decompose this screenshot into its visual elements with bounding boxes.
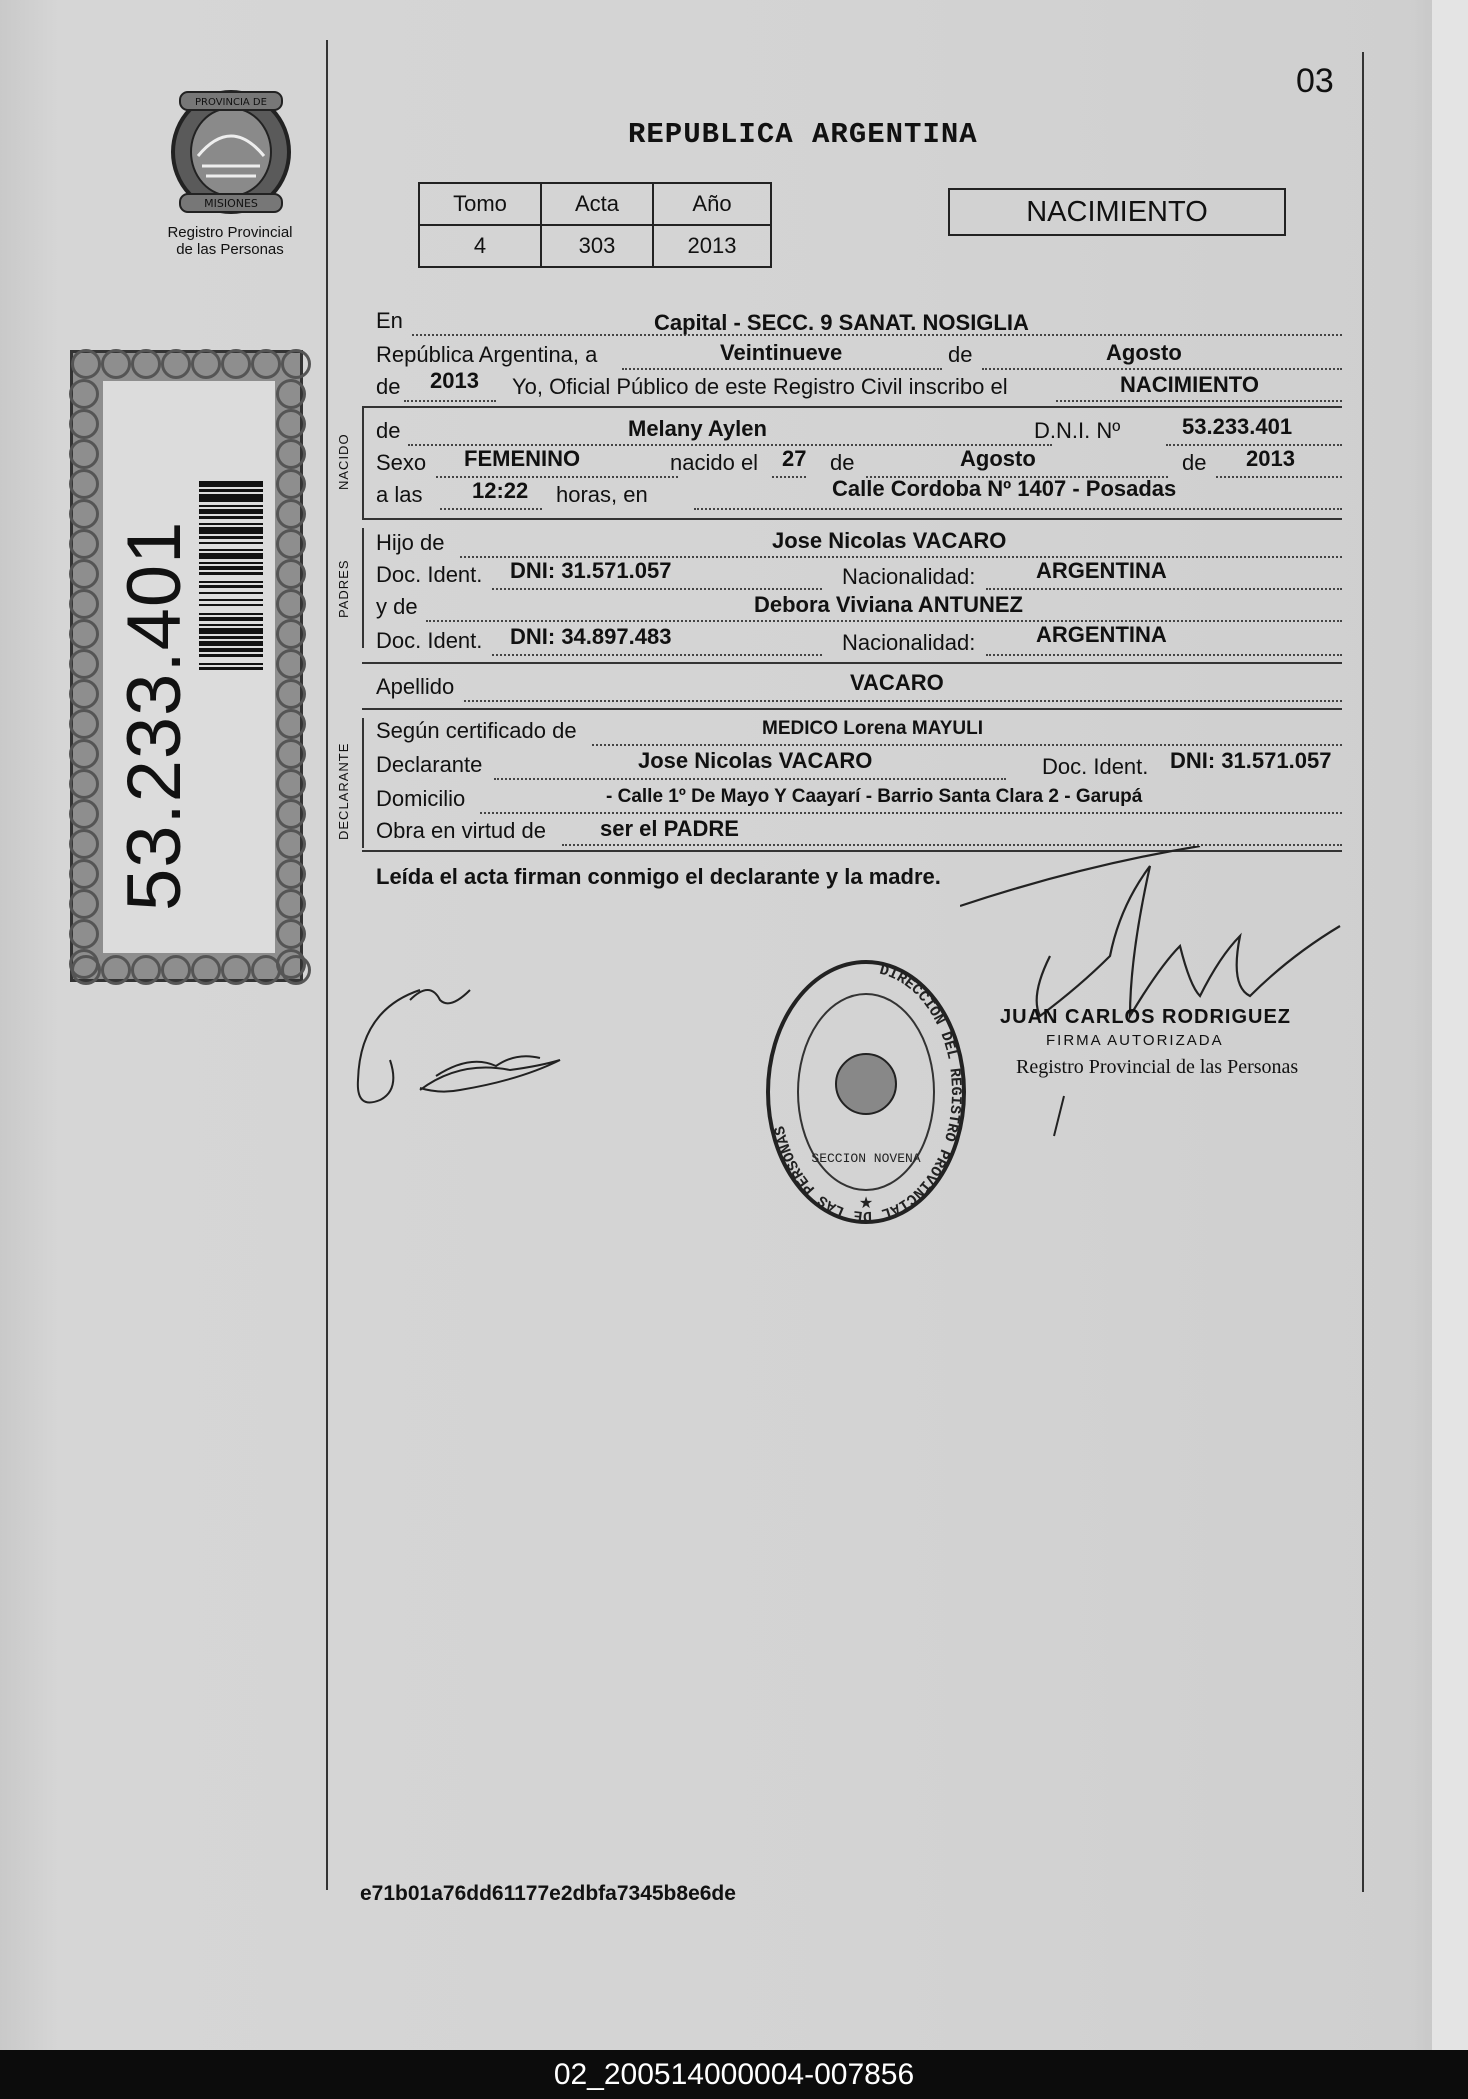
barcode-bar xyxy=(199,523,263,525)
registry-line-2: de las Personas xyxy=(176,241,284,258)
stamp-star: ★ xyxy=(858,1195,874,1212)
barcode-bar xyxy=(199,536,263,539)
barcode-bar xyxy=(199,617,263,621)
stamp-outer-text: DIRECCION DEL REGISTRO PROVINCIAL DE LAS PERSONAS xyxy=(771,961,964,1225)
label-republica: República Argentina, a xyxy=(376,342,598,367)
barcode-bar xyxy=(199,628,263,634)
row-padre xyxy=(376,530,1342,560)
pattern-swirl xyxy=(276,619,306,649)
nacido-bracket xyxy=(362,408,364,518)
pattern-swirl xyxy=(69,949,99,979)
section-label-padres: PADRES xyxy=(336,559,351,618)
row-inscripcion xyxy=(376,368,1342,404)
row-lugar xyxy=(376,308,1342,338)
pattern-swirl xyxy=(276,499,306,529)
label-nacido-el: nacido el xyxy=(670,450,759,475)
barcode-bar xyxy=(199,516,263,519)
pattern-swirl xyxy=(161,955,191,985)
pattern-swirl xyxy=(69,589,99,619)
footer-id-bar xyxy=(0,2050,1468,2099)
label-dni: D.N.I. Nº xyxy=(1034,418,1121,443)
label-hijo-de: Hijo de xyxy=(376,530,445,555)
pattern-swirl xyxy=(161,349,191,379)
pattern-swirl xyxy=(69,679,99,709)
pattern-swirl xyxy=(276,529,306,559)
label-obra: Obra en virtud de xyxy=(376,818,546,843)
barcode-bar xyxy=(199,542,263,544)
pattern-swirl xyxy=(281,349,311,379)
barcode-bar xyxy=(199,527,263,534)
dotted-line xyxy=(440,508,542,510)
official-signature xyxy=(960,846,1360,1146)
label-nacionalidad-madre: Nacionalidad: xyxy=(842,630,976,655)
dotted-line xyxy=(772,476,806,478)
barcode-bar xyxy=(199,489,263,492)
pattern-swirl xyxy=(69,529,99,559)
row-madre-doc xyxy=(376,622,1342,658)
page-number: 03 xyxy=(1296,62,1334,100)
barcode-bar xyxy=(199,592,263,594)
barcode-bar xyxy=(199,654,263,657)
row-padre-doc xyxy=(376,558,1342,592)
dotted-line xyxy=(492,654,822,656)
barcode-bar xyxy=(199,566,263,570)
label-a-las: a las xyxy=(376,482,423,507)
label-de-anio: de xyxy=(376,374,401,399)
barcode-number: 53.233.401 xyxy=(112,520,197,911)
value-nac-dia: 27 xyxy=(782,446,807,471)
pattern-swirl xyxy=(69,739,99,769)
barcode-bar xyxy=(199,572,263,575)
barcode-bar xyxy=(199,663,263,665)
dotted-line xyxy=(464,700,1342,702)
label-yo: Yo, Oficial Público de este Registro Civil inscribo el xyxy=(512,374,1008,399)
value-hora: 12:22 xyxy=(472,478,529,503)
value-declarante-doc: DNI: 31.571.057 xyxy=(1170,748,1332,773)
pattern-swirl xyxy=(69,799,99,829)
pattern-swirl xyxy=(276,889,306,919)
value-apellido: VACARO xyxy=(850,670,944,695)
barcode-bar xyxy=(199,648,263,652)
pattern-swirl xyxy=(69,439,99,469)
barcode-bar xyxy=(199,624,263,626)
pattern-swirl xyxy=(69,919,99,949)
barcode-bar xyxy=(199,604,263,606)
official-stamp xyxy=(760,952,972,1234)
pattern-swirl xyxy=(69,709,99,739)
stamp-inner-text: SECCION NOVENA xyxy=(811,1151,921,1166)
pattern-swirl xyxy=(69,829,99,859)
pattern-swirl xyxy=(276,379,306,409)
barcode-bar xyxy=(199,553,263,559)
label-declarante: Declarante xyxy=(376,752,483,777)
value-certificado: MEDICO Lorena MAYULI xyxy=(762,718,983,739)
pattern-swirl xyxy=(276,649,306,679)
pattern-swirl xyxy=(276,799,306,829)
row-declarante xyxy=(376,748,1342,782)
pattern-swirl xyxy=(276,709,306,739)
label-nacionalidad-padre: Nacionalidad: xyxy=(842,564,976,589)
pattern-swirl xyxy=(276,439,306,469)
dotted-line xyxy=(404,400,496,402)
header-acta: Acta xyxy=(541,183,653,225)
value-mes: Agosto xyxy=(1106,340,1182,365)
signer-role: FIRMA AUTORIZADA xyxy=(1046,1032,1224,1049)
value-sexo: FEMENINO xyxy=(464,446,581,471)
value-padre-nac: ARGENTINA xyxy=(1036,558,1167,583)
value-tipo: NACIMIENTO xyxy=(1120,372,1259,397)
separator xyxy=(362,518,1342,520)
value-dia: Veintinueve xyxy=(720,340,843,365)
dotted-line xyxy=(982,368,1342,370)
barcode-panel xyxy=(70,350,303,982)
left-margin-line xyxy=(326,40,328,1890)
barcode-bar xyxy=(199,667,263,670)
dotted-line xyxy=(1056,400,1342,402)
barcode-bar xyxy=(199,481,263,487)
header-anio: Año xyxy=(653,183,771,225)
pattern-swirl xyxy=(69,619,99,649)
pattern-swirl xyxy=(69,559,99,589)
page-edge xyxy=(1432,0,1468,2050)
value-dni: 53.233.401 xyxy=(1182,414,1293,439)
province-emblem xyxy=(158,86,304,216)
value-obra: ser el PADRE xyxy=(600,816,739,841)
pattern-swirl xyxy=(69,769,99,799)
country-title: REPUBLICA ARGENTINA xyxy=(628,118,978,151)
label-segun-cert: Según certificado de xyxy=(376,718,577,743)
value-anio: 2013 xyxy=(653,225,771,267)
label-doc-ident-madre: Doc. Ident. xyxy=(376,628,483,653)
label-en: En xyxy=(376,308,403,333)
barcode-bar xyxy=(199,505,263,507)
pattern-swirl xyxy=(191,349,221,379)
barcode-bar xyxy=(199,585,263,588)
barcode-bar xyxy=(199,641,263,646)
value-nombre: Melany Aylen xyxy=(628,416,767,441)
dotted-line xyxy=(480,812,1342,814)
value-madre: Debora Viviana ANTUNEZ xyxy=(754,592,1023,617)
section-label-declarante: DECLARANTE xyxy=(336,742,351,840)
row-apellido xyxy=(376,670,1342,704)
pattern-swirl xyxy=(276,829,306,859)
barcode-bar xyxy=(199,494,263,502)
pattern-swirl xyxy=(276,469,306,499)
label-de: de xyxy=(948,342,973,367)
value-nac-mes: Agosto xyxy=(960,446,1036,471)
value-domicilio: - Calle 1º De Mayo Y Caayarí - Barrio Santa Clara 2 - Garupá xyxy=(606,786,1143,807)
declarante-bracket xyxy=(362,718,364,848)
pattern-swirl xyxy=(131,349,161,379)
section-label-nacido: NACIDO xyxy=(336,433,351,490)
value-madre-nac: ARGENTINA xyxy=(1036,622,1167,647)
value-lugar: Capital - SECC. 9 SANAT. NOSIGLIA xyxy=(654,310,1029,335)
pattern-swirl xyxy=(276,919,306,949)
value-acta: 303 xyxy=(541,225,653,267)
separator xyxy=(362,708,1342,710)
dotted-line xyxy=(492,588,822,590)
signer-registry: Registro Provincial de las Personas xyxy=(1016,1056,1299,1078)
pattern-swirl xyxy=(131,955,161,985)
row-certificado xyxy=(376,718,1342,748)
dotted-line xyxy=(986,654,1342,656)
barcode-inner xyxy=(103,381,275,953)
pattern-swirl xyxy=(221,955,251,985)
dotted-line xyxy=(694,508,1342,510)
reference-header-row xyxy=(419,183,771,225)
reference-value-row xyxy=(419,225,771,267)
pattern-swirl xyxy=(276,859,306,889)
dotted-line xyxy=(1216,476,1342,478)
pattern-swirl xyxy=(276,559,306,589)
pattern-swirl xyxy=(101,349,131,379)
value-padre: Jose Nicolas VACARO xyxy=(772,528,1007,553)
row-nombre xyxy=(376,414,1342,448)
pattern-swirl xyxy=(276,679,306,709)
right-margin-line xyxy=(1362,52,1364,1892)
act-type-box: NACIMIENTO xyxy=(948,188,1286,236)
value-anio: 2013 xyxy=(430,368,479,393)
pattern-swirl xyxy=(69,859,99,889)
separator xyxy=(362,662,1342,664)
label-doc-ident-padre: Doc. Ident. xyxy=(376,562,483,587)
padres-bracket xyxy=(362,528,364,648)
value-nac-anio: 2013 xyxy=(1246,446,1295,471)
declarant-signature xyxy=(340,970,580,1130)
label-horas-en: horas, en xyxy=(556,482,648,507)
row-fecha xyxy=(376,342,1342,372)
label-sexo: Sexo xyxy=(376,450,427,475)
emblem-bottom-text: MISIONES xyxy=(204,197,258,210)
dotted-line xyxy=(592,744,1342,746)
pattern-swirl xyxy=(251,349,281,379)
emblem-top-text: PROVINCIA DE xyxy=(195,97,267,108)
header-tomo: Tomo xyxy=(419,183,541,225)
barcode-bar xyxy=(199,562,263,564)
pattern-swirl xyxy=(276,739,306,769)
reference-table xyxy=(418,182,772,268)
signer-name: JUAN CARLOS RODRIGUEZ xyxy=(1000,1006,1292,1028)
row-obra xyxy=(376,818,1342,848)
label-doc-ident-declarante: Doc. Ident. xyxy=(1042,754,1149,779)
pattern-swirl xyxy=(69,379,99,409)
registry-line-1: Registro Provincial xyxy=(167,224,293,241)
label-de-mes: de xyxy=(830,450,855,475)
pattern-swirl xyxy=(69,409,99,439)
barcode-bar xyxy=(199,599,263,601)
pattern-swirl xyxy=(276,409,306,439)
barcode-bars xyxy=(199,481,263,881)
barcode-bar xyxy=(199,613,263,615)
pattern-swirl xyxy=(276,589,306,619)
row-hora xyxy=(376,476,1342,512)
label-de-anio-nac: de xyxy=(1182,450,1207,475)
dotted-line xyxy=(426,620,1342,622)
label-y-de: y de xyxy=(376,594,418,619)
pattern-swirl xyxy=(101,955,131,985)
label-domicilio: Domicilio xyxy=(376,786,466,811)
pattern-swirl xyxy=(191,955,221,985)
label-de-nombre: de xyxy=(376,418,401,443)
value-padre-doc: DNI: 31.571.057 xyxy=(510,558,672,583)
row-domicilio xyxy=(376,786,1342,816)
closing-statement: Leída el acta firman conmigo el declarante y la madre. xyxy=(376,864,941,889)
pattern-swirl xyxy=(69,469,99,499)
dotted-line xyxy=(494,778,1006,780)
dotted-line xyxy=(986,588,1342,590)
value-lugar-nac: Calle Cordoba Nº 1407 - Posadas xyxy=(832,476,1177,501)
barcode-bar xyxy=(199,549,263,551)
document-hash: e71b01a76dd61177e2dbfa7345b8e6de xyxy=(360,1882,736,1905)
dotted-line xyxy=(622,368,942,370)
barcode-bar xyxy=(199,636,263,639)
registry-name xyxy=(140,224,320,258)
value-tomo: 4 xyxy=(419,225,541,267)
pattern-swirl xyxy=(276,949,306,979)
value-madre-doc: DNI: 34.897.483 xyxy=(510,624,672,649)
separator xyxy=(362,406,1342,408)
pattern-swirl xyxy=(69,649,99,679)
pattern-swirl xyxy=(69,889,99,919)
row-madre xyxy=(376,594,1342,624)
label-apellido: Apellido xyxy=(376,674,455,699)
barcode-bar xyxy=(199,581,263,583)
barcode-bar xyxy=(199,509,263,514)
pattern-swirl xyxy=(71,349,101,379)
value-declarante: Jose Nicolas VACARO xyxy=(638,748,873,773)
footer-id: 02_200514000004-007856 xyxy=(553,2058,915,2091)
pattern-swirl xyxy=(69,499,99,529)
pattern-swirl xyxy=(221,349,251,379)
pattern-swirl xyxy=(276,769,306,799)
